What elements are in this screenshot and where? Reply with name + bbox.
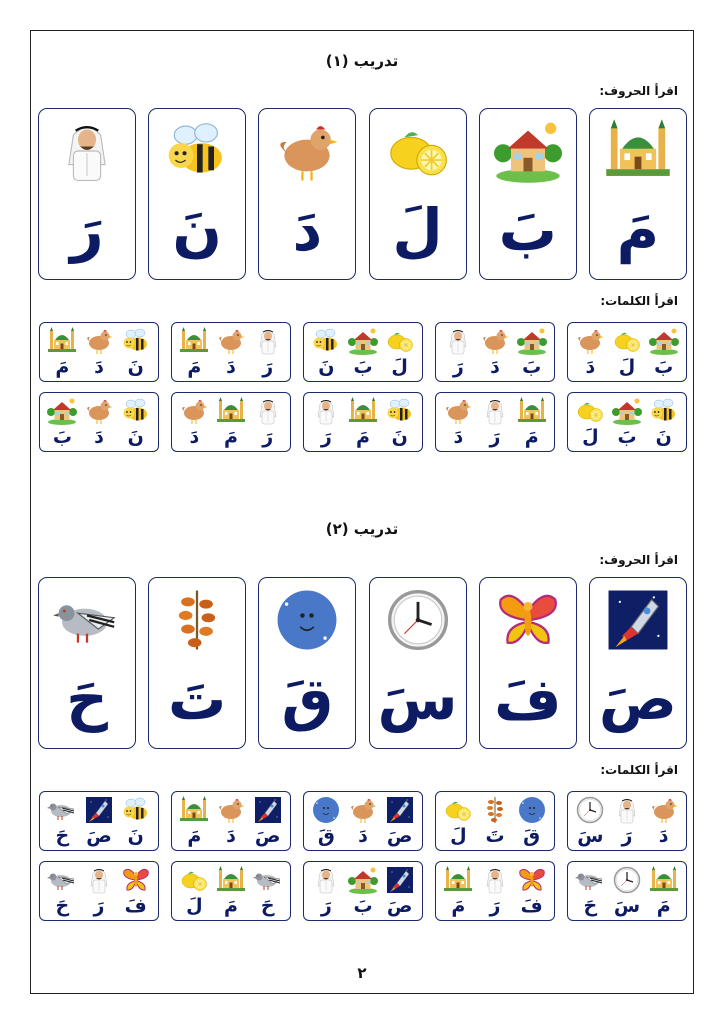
letter-glyph: فَ bbox=[494, 665, 562, 733]
letter-card bbox=[369, 577, 467, 749]
letter-glyph: بَ bbox=[498, 196, 557, 264]
word-letter: بَ bbox=[52, 426, 72, 448]
exercise-1-title: تدريب (١) bbox=[325, 52, 399, 70]
word-letter-slot bbox=[346, 864, 380, 918]
word-letter: رَ bbox=[320, 426, 332, 448]
word-letter-slot bbox=[45, 864, 79, 918]
mosque-icon bbox=[348, 397, 378, 425]
word-letter-slot bbox=[478, 794, 512, 848]
word-letter-slot bbox=[45, 325, 79, 379]
word-letter-slot bbox=[82, 794, 116, 848]
letter-card bbox=[148, 108, 246, 280]
word-letter-slot bbox=[441, 864, 475, 918]
word-letter: مَ bbox=[224, 426, 238, 448]
word-letter-slot bbox=[647, 794, 681, 848]
letter-card bbox=[479, 577, 577, 749]
word-letter: دَ bbox=[358, 825, 368, 847]
lemon-icon bbox=[443, 796, 473, 824]
lemon-icon bbox=[612, 327, 642, 355]
word-letter-slot bbox=[573, 325, 607, 379]
word-letter-slot bbox=[214, 325, 248, 379]
word-card bbox=[303, 322, 423, 382]
word-letter: رَ bbox=[452, 356, 464, 378]
word-letter: حَ bbox=[260, 895, 275, 917]
word-letter: لَ bbox=[618, 356, 636, 378]
word-letter-slot bbox=[309, 794, 343, 848]
man-icon bbox=[480, 866, 510, 894]
read-words-label-2: اقرأ الكلمات: bbox=[600, 763, 678, 777]
word-letter: مَ bbox=[524, 426, 539, 448]
word-letter-slot bbox=[119, 395, 153, 449]
word-letter: دَ bbox=[585, 356, 596, 378]
letter-glyph: نَ bbox=[172, 196, 222, 264]
word-letter: نَ bbox=[655, 426, 672, 448]
word-letter: مَ bbox=[55, 356, 70, 378]
word-letter-slot bbox=[82, 325, 116, 379]
word-letter: رَ bbox=[262, 426, 274, 448]
word-letter: صَ bbox=[86, 825, 112, 847]
moon-icon bbox=[517, 796, 547, 824]
letter-glyph: سَ bbox=[377, 665, 458, 733]
word-letter: حَ bbox=[583, 895, 598, 917]
word-letter: نَ bbox=[318, 356, 335, 378]
word-letter-slot bbox=[346, 794, 380, 848]
clock-icon bbox=[384, 588, 452, 652]
mosque-icon bbox=[649, 866, 679, 894]
bee-icon bbox=[163, 119, 231, 183]
letter-glyph: حَ bbox=[66, 665, 108, 733]
word-letter: رَ bbox=[489, 895, 501, 917]
exercise-2-title: تدريب (٢) bbox=[325, 520, 399, 538]
word-letter-slot bbox=[515, 395, 549, 449]
man-icon bbox=[612, 796, 642, 824]
chicken-icon bbox=[216, 327, 246, 355]
moon-icon bbox=[273, 588, 341, 652]
word-cards-grid-1 bbox=[37, 322, 687, 452]
letter-card bbox=[369, 108, 467, 280]
dates-icon bbox=[480, 796, 510, 824]
dates-icon bbox=[163, 588, 231, 652]
word-cards-grid-2 bbox=[37, 791, 687, 921]
word-letter: بَ bbox=[353, 356, 373, 378]
word-letter-slot bbox=[119, 325, 153, 379]
word-letter-slot bbox=[82, 864, 116, 918]
house-icon bbox=[348, 327, 378, 355]
word-letter-slot bbox=[251, 794, 285, 848]
word-letter-slot bbox=[119, 794, 153, 848]
word-card bbox=[171, 322, 291, 382]
word-letter-slot bbox=[610, 395, 644, 449]
chicken-icon bbox=[273, 119, 341, 183]
butterfly-icon bbox=[517, 866, 547, 894]
man-icon bbox=[311, 866, 341, 894]
word-card bbox=[435, 791, 555, 851]
word-card bbox=[567, 791, 687, 851]
word-letter: لَ bbox=[582, 426, 599, 448]
word-letter-slot bbox=[610, 864, 644, 918]
word-letter-slot bbox=[214, 395, 248, 449]
word-letter: رَ bbox=[489, 426, 501, 448]
word-card bbox=[39, 322, 159, 382]
word-letter: صَ bbox=[386, 825, 413, 847]
lemon-icon bbox=[179, 866, 209, 894]
word-letter-slot bbox=[309, 395, 343, 449]
chicken-icon bbox=[84, 327, 114, 355]
letter-card bbox=[589, 577, 687, 749]
lemon-icon bbox=[575, 397, 605, 425]
word-card bbox=[171, 861, 291, 921]
word-card bbox=[435, 392, 555, 452]
chicken-icon bbox=[443, 397, 473, 425]
word-letter: سَ bbox=[577, 825, 604, 847]
word-letter: فَ bbox=[520, 895, 543, 917]
chicken-icon bbox=[84, 397, 114, 425]
pigeon-icon bbox=[47, 796, 77, 824]
word-letter-slot bbox=[251, 325, 285, 379]
word-card bbox=[435, 322, 555, 382]
letter-glyph: قَ bbox=[281, 665, 334, 733]
word-card bbox=[303, 392, 423, 452]
word-letter-slot bbox=[251, 864, 285, 918]
word-letter-slot bbox=[383, 395, 417, 449]
butterfly-icon bbox=[494, 588, 562, 652]
word-letter: دَ bbox=[226, 356, 236, 378]
word-card bbox=[303, 791, 423, 851]
read-words-label-1: اقرأ الكلمات: bbox=[600, 294, 678, 308]
bee-icon bbox=[311, 327, 341, 355]
rocket-icon bbox=[385, 796, 415, 824]
letter-card bbox=[258, 108, 356, 280]
moon-icon bbox=[311, 796, 341, 824]
man-icon bbox=[84, 866, 114, 894]
word-letter: مَ bbox=[187, 356, 202, 378]
lemon-icon bbox=[384, 119, 452, 183]
house-icon bbox=[47, 397, 77, 425]
bee-icon bbox=[649, 397, 679, 425]
bee-icon bbox=[385, 397, 415, 425]
word-card bbox=[171, 392, 291, 452]
word-letter-slot bbox=[383, 864, 417, 918]
word-letter-slot bbox=[478, 395, 512, 449]
word-letter-slot bbox=[441, 395, 475, 449]
mosque-icon bbox=[179, 796, 209, 824]
word-letter-slot bbox=[119, 864, 153, 918]
word-letter-slot bbox=[647, 325, 681, 379]
word-letter: حَ bbox=[55, 895, 70, 917]
word-letter: تَ bbox=[485, 825, 505, 847]
word-letter: مَ bbox=[356, 426, 370, 448]
mosque-icon bbox=[216, 397, 246, 425]
letter-cards-row-2 bbox=[38, 577, 687, 749]
word-letter-slot bbox=[45, 794, 79, 848]
chicken-icon bbox=[179, 397, 209, 425]
mosque-icon bbox=[443, 866, 473, 894]
word-card bbox=[567, 322, 687, 382]
word-letter-slot bbox=[441, 325, 475, 379]
chicken-icon bbox=[348, 796, 378, 824]
word-letter: نَ bbox=[127, 356, 144, 378]
word-letter-slot bbox=[177, 794, 211, 848]
bee-icon bbox=[121, 327, 151, 355]
word-letter: رَ bbox=[621, 825, 633, 847]
house-icon bbox=[494, 119, 562, 183]
letter-glyph: تَ bbox=[168, 665, 227, 733]
word-letter: صَ bbox=[254, 825, 281, 847]
word-card bbox=[39, 392, 159, 452]
mosque-icon bbox=[179, 327, 209, 355]
word-card bbox=[303, 861, 423, 921]
chicken-icon bbox=[575, 327, 605, 355]
page-number: ٢ bbox=[357, 964, 367, 982]
word-letter-slot bbox=[610, 794, 644, 848]
clock-icon bbox=[575, 796, 605, 824]
man-icon bbox=[53, 119, 121, 183]
letter-glyph: مَ bbox=[616, 196, 660, 264]
pigeon-icon bbox=[575, 866, 605, 894]
letter-glyph: دَ bbox=[292, 196, 323, 264]
word-letter: لَ bbox=[391, 356, 408, 378]
word-letter-slot bbox=[177, 864, 211, 918]
mosque-icon bbox=[216, 866, 246, 894]
word-letter-slot bbox=[309, 325, 343, 379]
word-letter: لَ bbox=[186, 895, 203, 917]
word-letter-slot bbox=[478, 864, 512, 918]
word-letter-slot bbox=[573, 794, 607, 848]
word-letter-slot bbox=[441, 794, 475, 848]
word-letter-slot bbox=[647, 864, 681, 918]
word-letter-slot bbox=[346, 395, 380, 449]
house-icon bbox=[517, 327, 547, 355]
word-letter-slot bbox=[346, 325, 380, 379]
word-letter: رَ bbox=[262, 356, 274, 378]
pigeon-icon bbox=[47, 866, 77, 894]
word-letter: صَ bbox=[386, 895, 413, 917]
word-card bbox=[567, 392, 687, 452]
bee-icon bbox=[121, 397, 151, 425]
word-letter-slot bbox=[573, 864, 607, 918]
butterfly-icon bbox=[121, 866, 151, 894]
word-card bbox=[435, 861, 555, 921]
man-icon bbox=[253, 397, 283, 425]
word-card bbox=[567, 861, 687, 921]
letter-card bbox=[38, 108, 136, 280]
word-letter-slot bbox=[214, 794, 248, 848]
house-icon bbox=[649, 327, 679, 355]
word-letter: لَ bbox=[450, 825, 467, 847]
word-letter: مَ bbox=[656, 895, 671, 917]
lemon-icon bbox=[385, 327, 415, 355]
word-letter: سَ bbox=[613, 895, 641, 917]
letter-card bbox=[258, 577, 356, 749]
word-card bbox=[39, 861, 159, 921]
pigeon-icon bbox=[253, 866, 283, 894]
letter-card bbox=[38, 577, 136, 749]
man-icon bbox=[443, 327, 473, 355]
man-icon bbox=[480, 397, 510, 425]
word-letter-slot bbox=[573, 395, 607, 449]
chicken-icon bbox=[649, 796, 679, 824]
chicken-icon bbox=[480, 327, 510, 355]
word-letter-slot bbox=[309, 864, 343, 918]
word-letter: قَ bbox=[317, 825, 335, 847]
word-letter: بَ bbox=[353, 895, 373, 917]
word-letter: بَ bbox=[617, 426, 637, 448]
word-letter: نَ bbox=[391, 426, 408, 448]
letter-glyph: صَ bbox=[598, 665, 677, 733]
word-letter: بَ bbox=[654, 356, 674, 378]
word-letter: نَ bbox=[127, 825, 144, 847]
word-letter-slot bbox=[214, 864, 248, 918]
letter-cards-row-1 bbox=[38, 108, 687, 280]
clock-icon bbox=[612, 866, 642, 894]
word-letter-slot bbox=[478, 325, 512, 379]
word-letter: دَ bbox=[94, 356, 104, 378]
word-letter: دَ bbox=[94, 426, 104, 448]
chicken-icon bbox=[216, 796, 246, 824]
word-letter-slot bbox=[515, 794, 549, 848]
word-letter: حَ bbox=[55, 825, 70, 847]
word-letter-slot bbox=[251, 395, 285, 449]
word-letter: دَ bbox=[226, 825, 236, 847]
man-icon bbox=[311, 397, 341, 425]
pigeon-icon bbox=[53, 588, 121, 652]
rocket-icon bbox=[84, 796, 114, 824]
word-letter: بَ bbox=[522, 356, 542, 378]
letter-glyph: رَ bbox=[70, 196, 104, 264]
house-icon bbox=[612, 397, 642, 425]
word-letter-slot bbox=[82, 395, 116, 449]
word-letter: مَ bbox=[451, 895, 466, 917]
word-card bbox=[171, 791, 291, 851]
rocket-icon bbox=[604, 588, 672, 652]
rocket-icon bbox=[253, 796, 283, 824]
word-letter: دَ bbox=[453, 426, 464, 448]
mosque-icon bbox=[47, 327, 77, 355]
word-letter-slot bbox=[515, 325, 549, 379]
word-letter: نَ bbox=[127, 426, 144, 448]
word-letter: دَ bbox=[490, 356, 500, 378]
word-letter: فَ bbox=[124, 895, 147, 917]
mosque-icon bbox=[517, 397, 547, 425]
letter-card bbox=[479, 108, 577, 280]
word-letter-slot bbox=[383, 325, 417, 379]
house-icon bbox=[348, 866, 378, 894]
word-letter-slot bbox=[647, 395, 681, 449]
word-letter-slot bbox=[610, 325, 644, 379]
read-letters-label-1: اقرأ الحروف: bbox=[599, 84, 678, 98]
bee-icon bbox=[121, 796, 151, 824]
word-letter-slot bbox=[177, 325, 211, 379]
word-letter-slot bbox=[45, 395, 79, 449]
mosque-icon bbox=[604, 119, 672, 183]
word-letter: رَ bbox=[320, 895, 332, 917]
read-letters-label-2: اقرأ الحروف: bbox=[599, 553, 678, 567]
word-letter-slot bbox=[383, 794, 417, 848]
letter-card bbox=[148, 577, 246, 749]
rocket-icon bbox=[385, 866, 415, 894]
word-letter: مَ bbox=[187, 825, 202, 847]
word-letter: قَ bbox=[523, 825, 541, 847]
letter-card bbox=[589, 108, 687, 280]
word-letter: دَ bbox=[658, 825, 669, 847]
word-card bbox=[39, 791, 159, 851]
word-letter: دَ bbox=[189, 426, 200, 448]
word-letter-slot bbox=[177, 395, 211, 449]
word-letter-slot bbox=[515, 864, 549, 918]
word-letter: رَ bbox=[93, 895, 105, 917]
letter-glyph: لَ bbox=[392, 196, 443, 264]
man-icon bbox=[253, 327, 283, 355]
word-letter: مَ bbox=[224, 895, 238, 917]
